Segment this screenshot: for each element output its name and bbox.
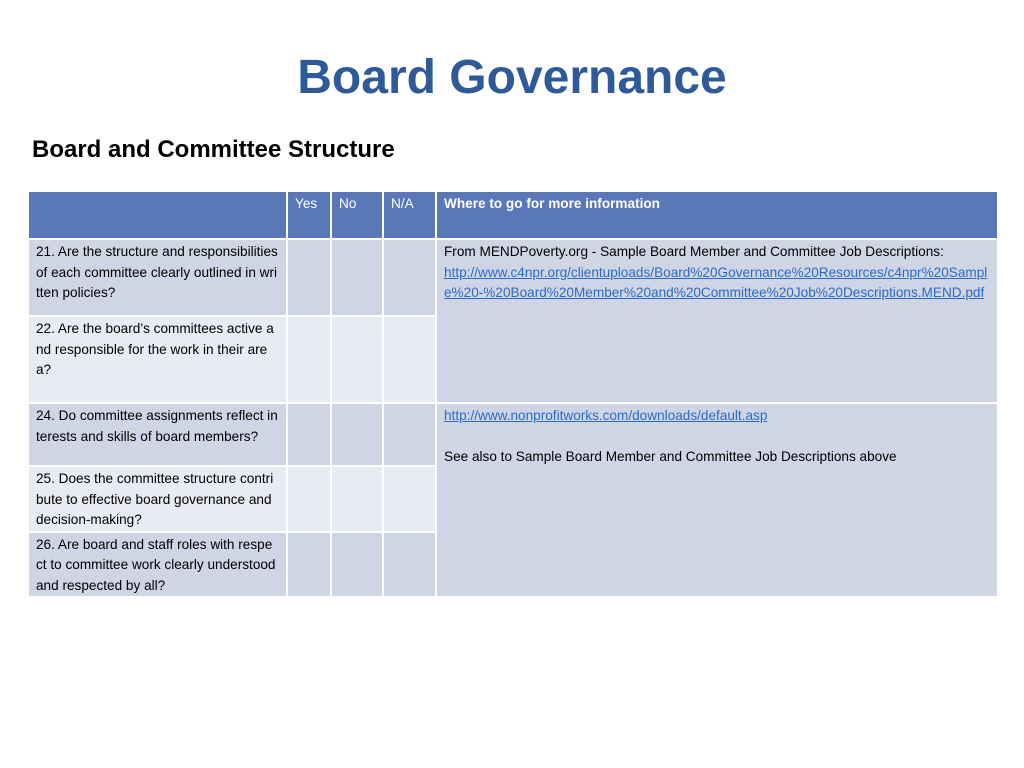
yes-answer-cell[interactable] (287, 466, 331, 532)
no-answer-cell[interactable] (331, 316, 383, 403)
no-answer-cell[interactable] (331, 239, 383, 316)
no-answer-cell[interactable] (331, 532, 383, 598)
na-answer-cell[interactable] (383, 403, 436, 466)
no-answer-cell[interactable] (331, 466, 383, 532)
yes-answer-cell[interactable] (287, 239, 331, 316)
na-answer-cell[interactable] (383, 239, 436, 316)
info-link[interactable]: http://www.c4npr.org/clientuploads/Board%20Governance%20Resources/c4npr%20Sample%20-%20Board%20Member%20and%20Committee%20Job%20Descriptions.MEND.pdf (444, 264, 988, 300)
na-answer-cell[interactable] (383, 466, 436, 532)
na-answer-cell[interactable] (383, 316, 436, 403)
na-answer-cell[interactable] (383, 532, 436, 598)
info-text: From MENDPoverty.org - Sample Board Member and Committee Job Descriptions: (444, 244, 944, 259)
yes-column-header: Yes (287, 191, 331, 239)
table-header-row (28, 191, 998, 239)
table-row (28, 403, 998, 466)
slide-title: Board Governance (297, 51, 727, 104)
yes-answer-cell[interactable] (287, 532, 331, 598)
question-cell: 24. Do committee assignments reflect interests and skills of board members? (28, 403, 287, 466)
no-answer-cell[interactable] (331, 403, 383, 466)
governance-checklist-table (27, 190, 999, 598)
na-column-header: N/A (383, 191, 436, 239)
section-subtitle: Board and Committee Structure (32, 136, 395, 163)
question-cell: 21. Are the structure and responsibilities of each committee clearly outlined in written policies? (28, 239, 287, 316)
question-column-header (28, 191, 287, 239)
info-cell (436, 239, 998, 403)
info-spacer (444, 427, 990, 448)
yes-answer-cell[interactable] (287, 316, 331, 403)
info-link[interactable]: http://www.nonprofitworks.com/downloads/default.asp (444, 408, 768, 423)
question-cell: 25. Does the committee structure contribute to effective board governance and decision-making? (28, 466, 287, 532)
table-row (28, 239, 998, 316)
info-text: See also to Sample Board Member and Committee Job Descriptions above (444, 449, 897, 464)
info-cell (436, 403, 998, 597)
info-column-header: Where to go for more information (436, 191, 998, 239)
yes-answer-cell[interactable] (287, 403, 331, 466)
no-column-header: No (331, 191, 383, 239)
question-cell: 26. Are board and staff roles with respect to committee work clearly understood and respected by all? (28, 532, 287, 598)
question-cell: 22. Are the board’s committees active and responsible for the work in their area? (28, 316, 287, 403)
